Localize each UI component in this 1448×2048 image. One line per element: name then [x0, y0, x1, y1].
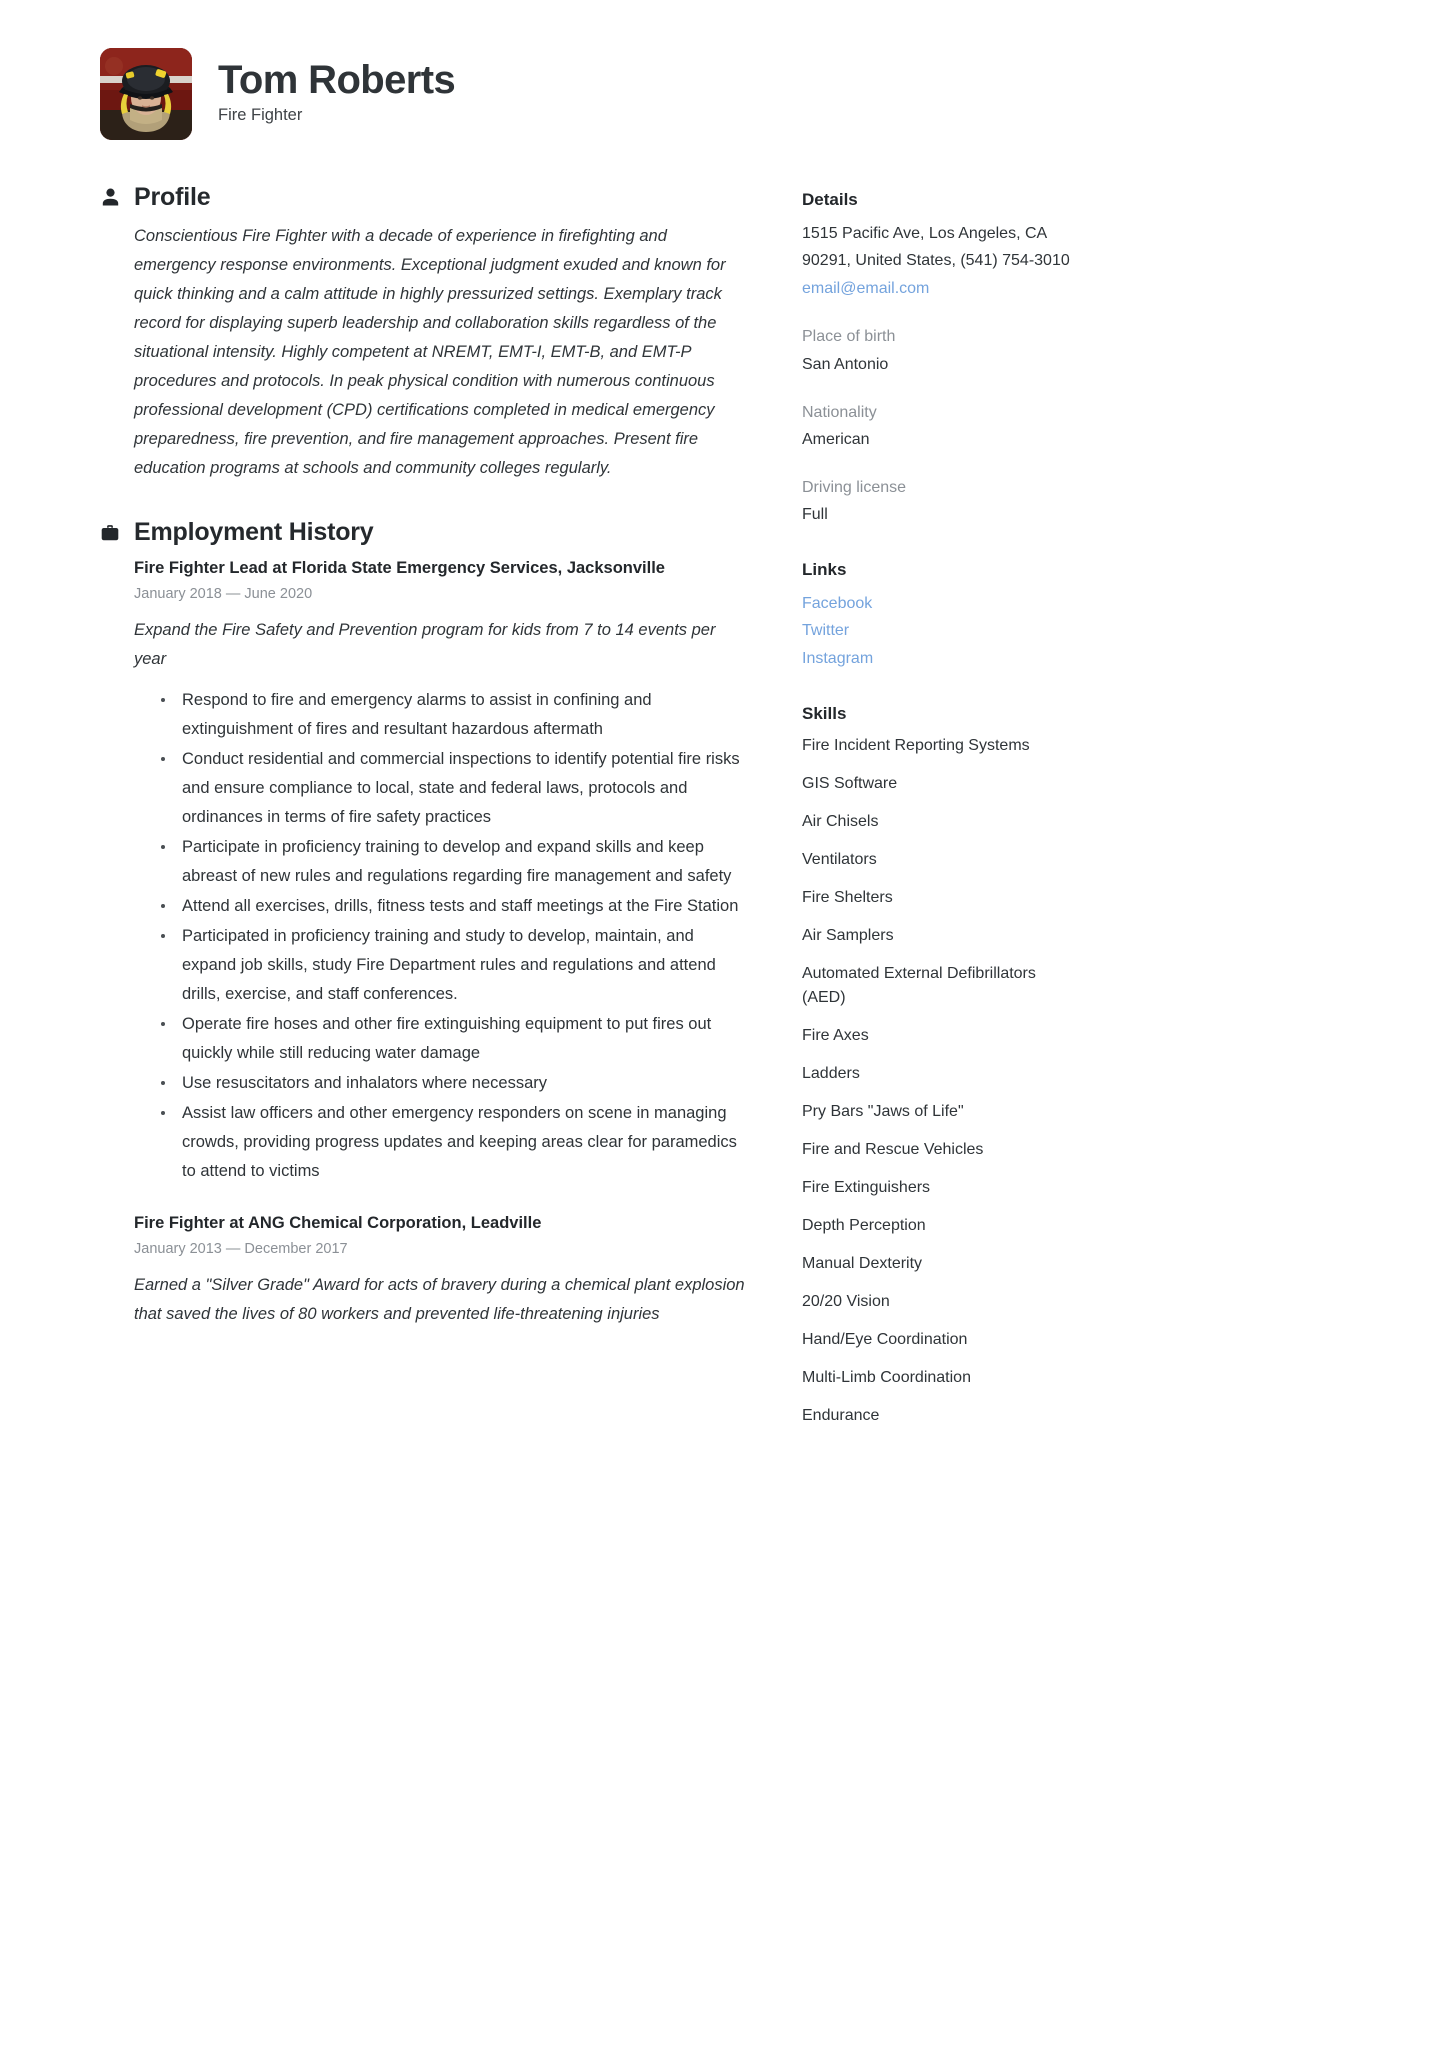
job-summary: Expand the Fire Safety and Prevention program for kids from 7 to 14 events per year [134, 620, 716, 668]
resume-columns [100, 182, 1360, 1458]
list-item: Attend all exercises, drills, fitness tests and staff meetings at the Fire Station [158, 892, 750, 921]
list-item: Participate in proficiency training to develop and expand skills and keep abreast of new rules and regulations regarding fire management and safety [158, 833, 750, 891]
job-dates: January 2018 — June 2020 [134, 585, 313, 602]
list-item: Use resuscitators and inhalators where necessary [158, 1069, 750, 1098]
detail-label: Driving license [802, 478, 907, 496]
list-item: Assist law officers and other emergency responders on scene in managing crowds, providing progress updates and keeping areas clear for paramedics to attend to victims [158, 1099, 750, 1186]
skill-item: Air Chisels [802, 813, 879, 831]
profile-body [100, 222, 750, 483]
skill-item: GIS Software [802, 775, 898, 793]
job-heading: Fire Fighter Lead at Florida State Emergency Services, Jacksonville [134, 559, 665, 578]
page-title: Tom Roberts [218, 57, 456, 102]
skill-item: Ventilators [802, 851, 877, 869]
detail-field [802, 475, 1080, 528]
profile-text: Conscientious Fire Fighter with a decade of experience in firefighting and emergency response environments. Exceptional judgment exuded and known for quick thinking and a calm attitude in highly pressurized settings. Exemplary track record for displaying superb leadership and collaboration skills regardless of the situational intensity. Highly competent at NREMT, EMT-I, EMT-B, and EMT-P procedures and protocols. In peak physical condition with numerous continuous professional development (CPD) certifications completed in medical emergency preparedness, fire prevention, and fire management approaches. Present fire education programs at schools and community colleges regularly. [134, 227, 726, 478]
profile-heading [100, 182, 750, 212]
skill-item: Air Samplers [802, 927, 894, 945]
list-item: Conduct residential and commercial inspections to identify potential fire risks and ensure compliance to local, state and federal laws, protocols and ordinances in terms of fire safety practices [158, 745, 750, 832]
skill-item: Fire Shelters [802, 889, 893, 907]
detail-value: American [802, 431, 870, 449]
list-item: Respond to fire and emergency alarms to assist in confining and extinguishment of fires and resultant hazardous aftermath [158, 686, 750, 744]
job-heading: Fire Fighter at ANG Chemical Corporation, Leadville [134, 1214, 542, 1233]
list-item: Operate fire hoses and other fire extinguishing equipment to put fires out quickly while still reducing water damage [158, 1010, 750, 1068]
avatar [100, 48, 192, 140]
detail-value: Full [802, 506, 828, 524]
job-summary: Earned a "Silver Grade" Award for acts of bravery during a chemical plant explosion that saved the lives of 80 workers and prevented life-threatening injuries [134, 1276, 745, 1324]
name-block [218, 59, 455, 130]
skill-item: Manual Dexterity [802, 1255, 923, 1273]
detail-field [802, 324, 1080, 377]
briefcase-icon [100, 522, 120, 542]
resume-header [100, 48, 1360, 140]
job-entry [134, 557, 750, 1186]
job-entry [134, 1212, 750, 1329]
skill-item: Ladders [802, 1065, 860, 1083]
skill-item: Automated External Defibrillators (AED) [802, 965, 1036, 1007]
skill-item: Fire and Rescue Vehicles [802, 1141, 984, 1159]
main-column [100, 182, 750, 1363]
detail-value: San Antonio [802, 355, 889, 373]
skills-section [802, 702, 1080, 1428]
skill-item: Fire Incident Reporting Systems [802, 737, 1030, 755]
link-facebook[interactable]: Facebook [802, 594, 873, 612]
job-dates: January 2013 — December 2017 [134, 1240, 348, 1257]
profile-section [100, 182, 750, 483]
detail-label: Place of birth [802, 328, 896, 346]
profile-title: Profile [134, 183, 211, 211]
details-title: Details [802, 190, 858, 209]
address-text: 1515 Pacific Ave, Los Angeles, CA 90291, United States, (541) 754-3010 [802, 224, 1070, 270]
link-instagram[interactable]: Instagram [802, 649, 874, 667]
links-title: Links [802, 559, 847, 579]
skill-item: Fire Axes [802, 1027, 869, 1045]
list-item: Participated in proficiency training and study to develop, maintain, and expand job skills, study Fire Department rules and regulations and attend drills, exercise, and staff conferences. [158, 922, 750, 1009]
skill-item: Fire Extinguishers [802, 1179, 931, 1197]
skill-item: Endurance [802, 1407, 880, 1425]
employment-heading [100, 517, 750, 547]
job-bullets [134, 686, 750, 1187]
details-section [802, 188, 1080, 528]
employment-body [100, 557, 750, 1329]
skill-item: Pry Bars "Jaws of Life" [802, 1103, 964, 1121]
skill-item: Multi-Limb Coordination [802, 1369, 971, 1387]
skill-item: 20/20 Vision [802, 1293, 890, 1311]
skill-item: Depth Perception [802, 1217, 926, 1235]
link-twitter[interactable]: Twitter [802, 622, 850, 640]
employment-title: Employment History [134, 518, 374, 547]
employment-section [100, 517, 750, 1329]
detail-field [802, 400, 1080, 453]
skills-title: Skills [802, 704, 847, 724]
person-icon [100, 187, 120, 207]
job-title: Fire Fighter [218, 105, 303, 124]
detail-label: Nationality [802, 403, 877, 421]
sidebar [802, 182, 1080, 1458]
links-section [802, 558, 1080, 672]
email-link[interactable]: email@email.com [802, 279, 930, 297]
skill-item: Hand/Eye Coordination [802, 1331, 968, 1349]
